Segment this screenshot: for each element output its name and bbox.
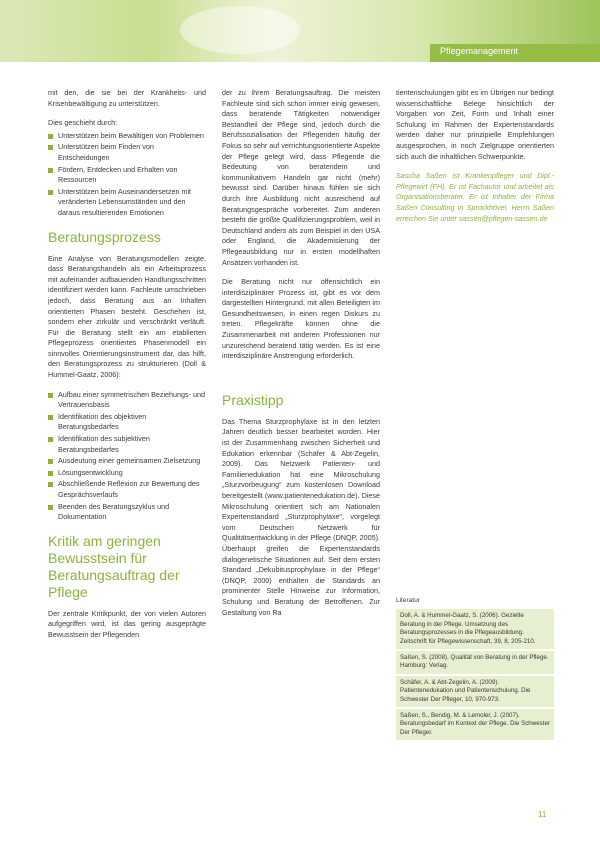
column-1: [48, 88, 206, 650]
references-header: Literatur: [396, 597, 420, 604]
list-item-text: Aufbau einer symmetrischen Beziehungs- und Vertrauensbasis: [58, 389, 206, 410]
list-item-text: Unterstützen beim Finden von Entscheidungen: [58, 142, 154, 162]
list-item-text: Lösungsentwicklung: [58, 467, 123, 477]
author-bio: Sascha Saßen ist Krankenpfleger und Dipl.-Pflegewirt (FH). Er ist Fachautor und arbeitet als Organisationsberater. Er ist Inhaber der Firma Saßen Consulting in Sprockhövel. Herrn Saßen erreichen Sie unter sassen@pflegen-sassen.de: [396, 171, 554, 223]
bullet-icon: [48, 415, 53, 420]
list-item-text: Identifikation des subjektiven Beratungsbedarfes: [58, 434, 150, 454]
list-item: [48, 142, 206, 163]
reference-item: Saßen, S., Bendig, M. & Lemoler, J. (2007). Beratungsbedarf im Kontext der Pflege. Die Schwester Der Pfleger.: [396, 709, 554, 740]
list-item: [48, 502, 206, 523]
bullet-icon: [48, 471, 53, 476]
list-item: [48, 434, 206, 455]
bullet-list: [48, 131, 206, 219]
list-item: [48, 468, 206, 479]
heading-praxistipp: Praxistipp: [222, 391, 284, 408]
bullet-icon: [48, 168, 53, 173]
list-item: [48, 390, 206, 411]
list-item: [48, 456, 206, 467]
bullet-icon: [48, 459, 53, 464]
bullet-icon: [48, 505, 53, 510]
references-box: [396, 597, 554, 742]
paragraph: mit den, die sie bei der Krankheits- und Krisenbewältigung zu unterstützen.: [48, 88, 206, 108]
list-item: [48, 479, 206, 500]
list-item-text: Unterstützen beim Auseinandersetzen mit veränderten Lebensumständen und den daraus resultierenden Emotionen: [58, 186, 192, 217]
reference-item: Saßen, S. (2008). Qualität von Beratung in der Pflege. Hamburg: Verlag.: [396, 651, 554, 674]
list-item: [48, 187, 206, 219]
bullet-icon: [48, 393, 53, 398]
bullet-icon: [48, 134, 53, 139]
bullet-icon: [48, 437, 53, 442]
column-2: [222, 88, 380, 627]
list-item-text: Abschließende Reflexion zur Bewertung des Gesprächsverlaufs: [58, 479, 200, 499]
bullet-icon: [48, 190, 53, 195]
paragraph: Die Beratung nicht nur offensichtlich ein interdisziplinärer Prozess ist, gibt es vor dem dargestellten Hintergrund, mit allen Beteiligten im Gesundheitswesen, in einen regen Diskurs zu treten. Pflegekräfte können ohne die Zusammenarbeit mit anderen Professionen nur unzureichend beratend tätig werden. Es ist eine interdisziplinäre Anstrengung erforderlich.: [222, 277, 380, 361]
reference-item: Schäfer, A. & Abt-Zegelin, A. (2009). Patientenedukation und Patientenschulung. Die Schwester Der Pfleger, 10, 970-973.: [396, 676, 554, 707]
heading-kritik: Kritik am geringen Bewusstsein für Beratungsauftrag der Pflege: [48, 532, 180, 600]
banner-decoration: [180, 6, 300, 54]
list-item-text: Fördern, Entdecken und Erhalten von Ressourcen: [58, 164, 178, 185]
list-item-text: Ausdeutung einer gemeinsamen Zielsetzung: [58, 456, 201, 466]
paragraph: Der zentrale Kritikpunkt, der von vielen Autoren aufgegriffen wird, ist das gering ausgeprägte Bewusstsein der Pflegenden: [48, 608, 206, 639]
section-label: Pflegemanagement: [440, 46, 519, 56]
paragraph: tientenschulungen gibt es im Übrigen nur bedingt wissenschaftliche Belege hinsichtlich der Vorgaben von Zeit, Form und Inhalt einer Schulung im Rahmen der Expertenstandards werden daher nur prinzipielle Empfehlungen ausgesprochen, in noch Zielgruppe orientierten sich auch die inhaltlichen Schwerpunkte.: [396, 88, 554, 161]
paragraph: Dies geschieht durch:: [48, 118, 118, 128]
paragraph: Eine Analyse von Beratungsmodellen zeigte, dass Beratungshandeln als ein Arbeitsprozess mit aufeinander aufbauenden Handlungsschritten identifiziert werden kann. Fachleute umschrieben jedoch, dass Beratung aus an Inhalten orientierten Phasen besteht. Geschehen ist, sondern eher zirkulär und verschränkt verläuft. Für die Beratung stellt ein am etablierten Pflegeprozess orientiertes Phasenmodell ein sinnvolles Orientierungsinstrument dar, das hilft, den Beratungsprozess zu strukturieren (Doll & Hummel-Gaatz, 2006):: [48, 253, 206, 380]
list-item-text: Beenden des Beratungszyklus und Dokumentation: [58, 501, 170, 522]
bullet-list: [48, 390, 206, 523]
list-item-text: Unterstützen beim Bewältigen von Problemen: [58, 130, 204, 140]
reference-item: Doll, A. & Hummel-Gaatz, S. (2006). Gezielte Beratung in der Pflege. Umsetzung des Beratungsprozesses in die Pflegeausbildung. Zeitschrift für Pflegewissenschaft, 39, 8, 205-210.: [396, 609, 554, 649]
bullet-icon: [48, 482, 53, 487]
list-item: [48, 412, 206, 433]
bullet-icon: [48, 145, 53, 150]
paragraph: Das Thema Sturzprophylaxe ist in den letzten Jahren deutlich besser bearbeitet worden. Hier ist der Zusammenhang zwischen Sicherheit und Edukation erkennbar (Schäfer & Abt-Zegelin, 2009). Das Netzwerk Patienten- und Familienedukation hat eine Mikroschulung „Sturzvorbeugung“ zum kostenlosen Download bereitgestellt (www.patientenedukation.de). Diese Mikroschulung orientiert sich am Nationalen Expertenstandard „Sturzprophylaxe“, vorgelegt vom Deutschen Netzwerk für Qualitätsentwicklung in der Pflege (DNQP, 2005). Überhaupt greifen die Expertenstandards dialogenetische Situationen auf. Seit dem ersten Standard „Dekubitusprophylaxe in der Pflege“ (DNQP, 2000) enthalten die Standards an prominenter Stelle Hinweise zur Information, Schulung und Beratung der Betroffenen. Zur Gestaltung von Ra: [222, 416, 380, 617]
list-item-text: Identifikation des objektiven Beratungsbedarfes: [58, 411, 147, 432]
paragraph: der zu ihrem Beratungsauftrag. Die meisten Fachleute sind sich schon immer einig gewesen, dass beratende Tätigkeiten notwendiger Bestandteil der Pflege sind, jedoch durch die Berufssozialisation der Pflegenden häufig der Fokus so sehr auf verrichtungsorientierte Aspekte der Pflege gelegt wird, dass Pflegende die Bedeutung von beratendem und kommunikativem Handeln gar nicht (mehr) bewusst sind. Darüber hinaus fühlen sie sich durch ihre Ausbildung nicht ausreichend auf Beratungsgespräche vorbereitet. Zum anderen besteht die größte Qualifizierungsproblem, weil in Deutschland anders als zum Beispiel in den USA oder England, die Akademisierung der Pflegeausbildung nur in ersten modellhaften Ansätzen vorhanden ist.: [222, 88, 380, 267]
page-number: 11: [538, 810, 547, 819]
column-3: [396, 88, 554, 233]
list-item: [48, 131, 206, 142]
list-item: [48, 165, 206, 186]
heading-beratungsprozess: Beratungsprozess: [48, 228, 161, 245]
